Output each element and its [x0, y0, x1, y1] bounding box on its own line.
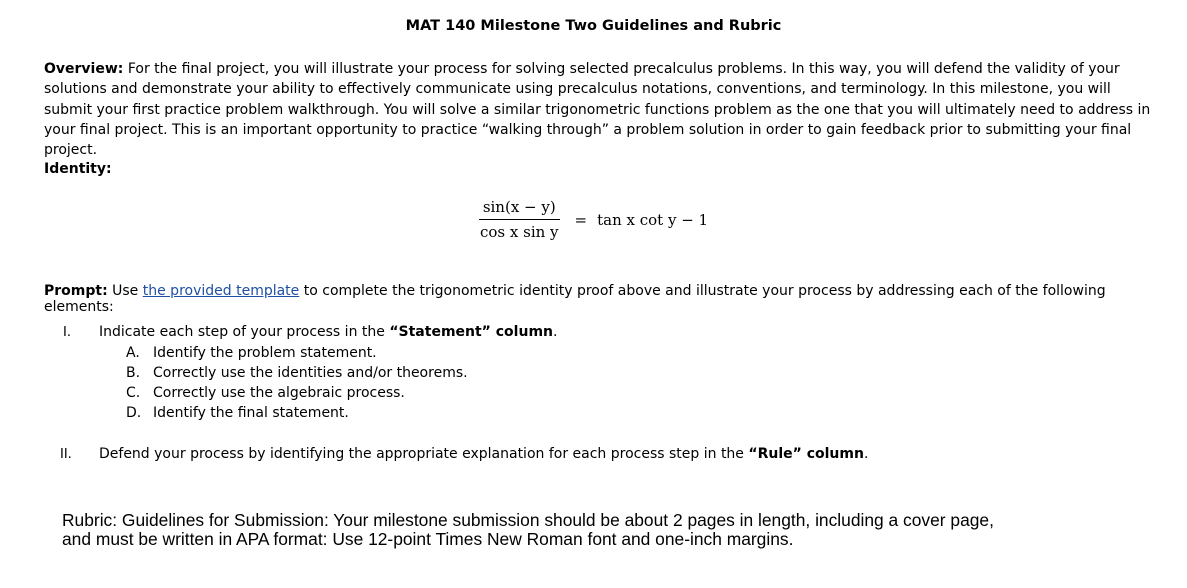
rubric-paragraph	[62, 511, 1122, 549]
prompt-text-before: Use	[107, 283, 143, 299]
overview-text: For the final project, you will illustrate your process for solving selected precalculus problems. In this way, you will defend the validity of your solutions and demonstrate your ability to effectively communicate using precalculus notations, conventions, and terminology. In this milestone, you will submit your first practice problem walkthrough. You will solve a similar trigonometric functions problem as the one that you will ultimately need to address in your final project. This is an important opportunity to practice “walking through” a problem solution in order to gain feedback prior to submitting your final project.	[44, 61, 1151, 159]
identity-rhs: tan x cot y − 1	[597, 210, 709, 229]
item-2-end: .	[863, 446, 869, 462]
rubric-line-2: and must be written in APA format: Use 12-point Times New Roman font and one-inch margins.	[62, 529, 794, 549]
template-link[interactable]: the provided template	[142, 283, 300, 299]
subitem-a	[126, 345, 377, 361]
subitem-text: Correctly use the identities and/or theorems.	[153, 365, 468, 381]
subitem-text: Identify the final statement.	[153, 405, 349, 421]
subitem-d	[126, 405, 349, 421]
item-numeral-1: I.	[63, 325, 71, 340]
identity-fraction	[476, 198, 563, 241]
subitem-letter: A.	[126, 345, 140, 361]
item-1-bold: “Statement” column	[389, 324, 553, 340]
subitem-c	[126, 385, 405, 401]
prompt-text-after: to complete the trigonometric identity proof above and illustrate your process by addressing each of the following elements:	[44, 283, 1106, 315]
item-text-1	[99, 324, 557, 340]
rubric-line-1: Rubric: Guidelines for Submission: Your milestone submission should be about 2 pages in length, including a cover page,	[62, 510, 994, 530]
identity-denominator: cos x sin y	[480, 223, 559, 241]
overview-paragraph	[44, 59, 1154, 160]
subitem-text: Correctly use the algebraic process.	[153, 385, 405, 401]
overview-label: Overview:	[44, 61, 124, 77]
subitem-letter: B.	[126, 365, 141, 381]
item-text-2	[99, 446, 868, 462]
identity-label: Identity:	[44, 161, 112, 177]
subitem-letter: C.	[126, 385, 141, 401]
identity-numerator: sin(x − y)	[479, 198, 560, 220]
subitem-text: Identify the problem statement.	[153, 345, 377, 361]
subitem-b	[126, 365, 468, 381]
identity-equation	[476, 198, 708, 241]
prompt-label: Prompt:	[44, 283, 108, 299]
equals-sign: =	[574, 210, 588, 229]
prompt-paragraph	[44, 283, 1164, 315]
subitem-letter: D.	[126, 405, 142, 421]
item-numeral-2: II.	[60, 447, 72, 462]
item-2-bold: “Rule” column	[748, 446, 864, 462]
document-title: MAT 140 Milestone Two Guidelines and Rubric	[405, 18, 782, 34]
item-1-end: .	[553, 324, 558, 340]
item-2-text: Defend your process by identifying the appropriate explanation for each process step in the	[99, 446, 749, 462]
item-1-text: Indicate each step of your process in the	[99, 324, 390, 340]
